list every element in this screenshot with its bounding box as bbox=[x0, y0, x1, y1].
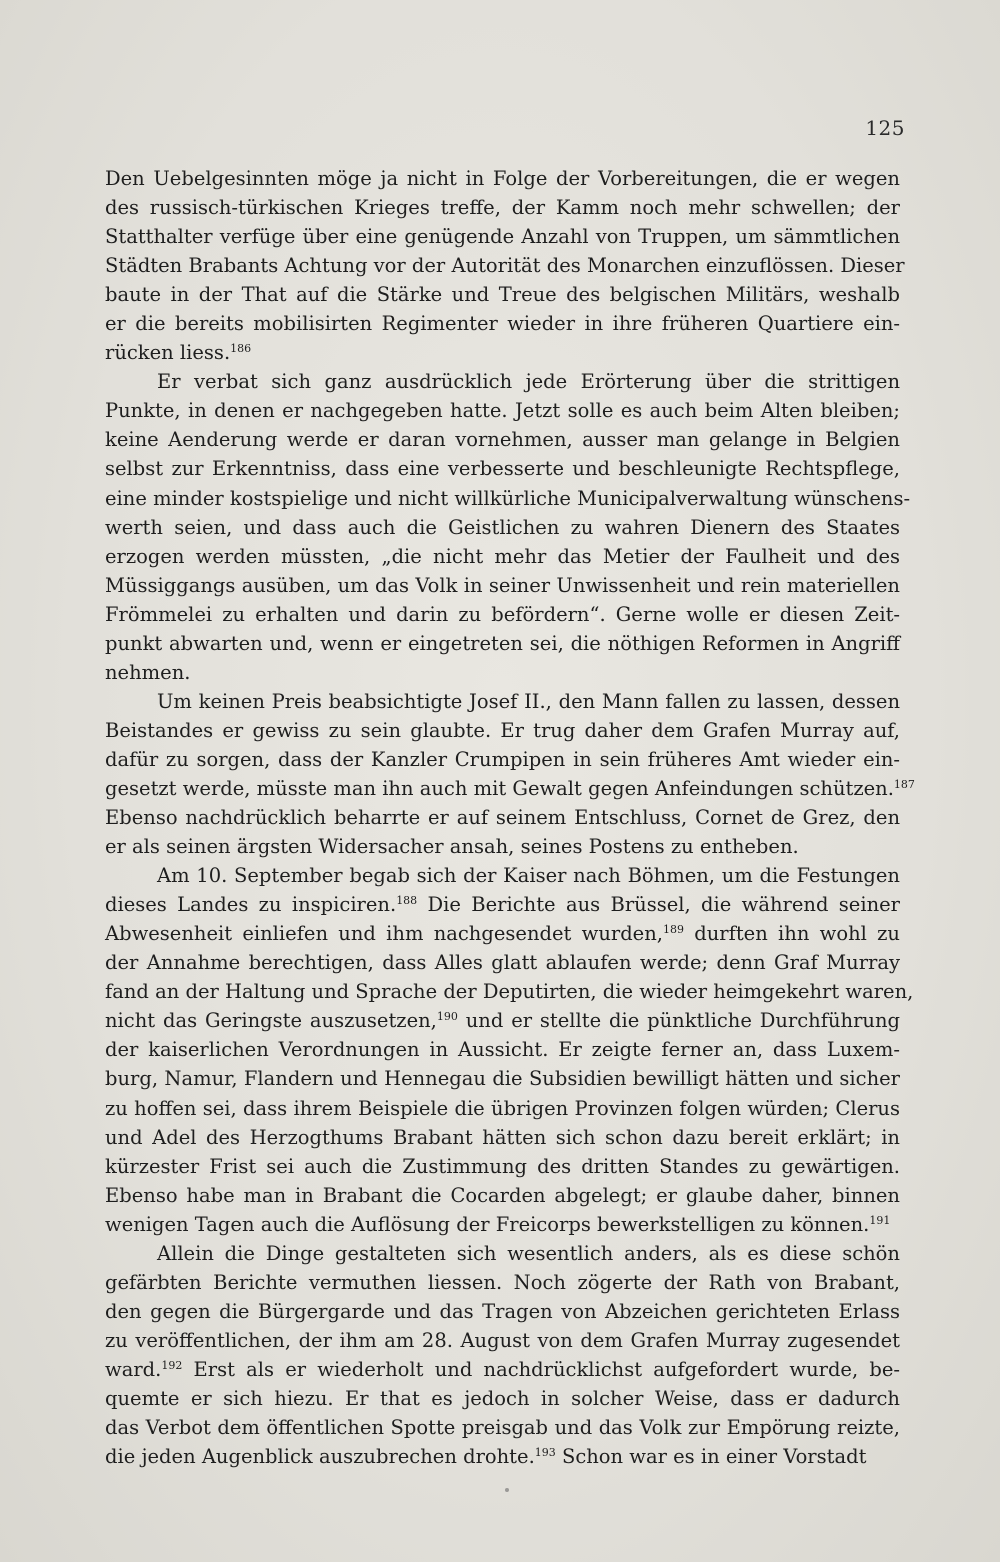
text-line bbox=[105, 919, 900, 948]
line-text: Ebenso habe man in Brabant die Cocarden abgelegt; er glaube daher, binnen bbox=[105, 1183, 900, 1207]
text-line bbox=[105, 1442, 900, 1471]
line-text: den gegen die Bürgergarde und das Tragen von Abzeichen gerichteten Erlass bbox=[105, 1299, 900, 1323]
text-line bbox=[105, 222, 900, 251]
footnote-reference: 189 bbox=[662, 923, 684, 937]
text-line bbox=[105, 164, 900, 193]
line-text: Abwesenheit einliefen und ihm nachgesendet wurden, bbox=[105, 922, 663, 946]
line-text: Er verbat sich ganz ausdrücklich jede Erörterung über die strittigen bbox=[157, 370, 900, 394]
line-text: nicht das Geringste auszusetzen, bbox=[105, 1009, 437, 1033]
text-line bbox=[105, 861, 900, 890]
text-line bbox=[105, 1035, 900, 1064]
text-line bbox=[105, 542, 900, 571]
paragraph bbox=[105, 687, 915, 861]
line-text: des russisch-türkischen Krieges treffe, der Kamm noch mehr schwellen; der bbox=[105, 196, 900, 220]
line-text: rücken liess. bbox=[105, 341, 231, 365]
text-line bbox=[105, 774, 915, 803]
text-line bbox=[105, 338, 900, 367]
line-text: Statthalter verfüge über eine genügende Anzahl von Truppen, um sämmtlichen bbox=[105, 225, 900, 249]
line-text: Frömmelei zu erhalten und darin zu befördern“. Gerne wolle er diesen Zeit- bbox=[105, 602, 900, 626]
paragraph bbox=[105, 1239, 900, 1471]
text-line bbox=[105, 280, 900, 309]
line-text: Allein die Dinge gestalteten sich wesentlich anders, als es diese schön bbox=[157, 1241, 900, 1265]
line-text: werth seien, und dass auch die Geistlichen zu wahren Dienern des Staates bbox=[105, 515, 900, 539]
line-text: durften ihn wohl zu bbox=[683, 922, 900, 946]
footnote-reference: 191 bbox=[869, 1213, 891, 1227]
line-text: ward. bbox=[105, 1357, 162, 1381]
text-line bbox=[105, 1268, 900, 1297]
footnote-reference: 190 bbox=[436, 1010, 458, 1024]
line-text: erzogen werden müssten, „die nicht mehr das Metier der Faulheit und des bbox=[105, 544, 900, 568]
line-text: quemte er sich hiezu. Er that es jedoch in solcher Weise, dass er dadurch bbox=[105, 1386, 900, 1410]
line-text: Den Uebelgesinnten möge ja nicht in Folge der Vorbereitungen, die er wegen bbox=[105, 167, 900, 190]
text-line bbox=[105, 600, 900, 629]
text-line bbox=[105, 1297, 900, 1326]
body-text bbox=[105, 164, 915, 1471]
line-text: fand an der Haltung und Sprache der Deputirten, die wieder heimgekehrt waren, bbox=[105, 980, 914, 1004]
text-line bbox=[105, 251, 905, 280]
text-line bbox=[105, 571, 900, 600]
text-line bbox=[105, 193, 900, 222]
text-line bbox=[105, 454, 900, 483]
text-line bbox=[105, 1094, 900, 1123]
text-line bbox=[105, 1239, 900, 1268]
text-line bbox=[105, 687, 900, 716]
line-text: der Annahme berechtigen, dass Alles glatt ablaufen werde; denn Graf Murray bbox=[105, 951, 900, 975]
text-line bbox=[105, 1181, 900, 1210]
line-text: Die Berichte aus Brüssel, die während seiner bbox=[417, 893, 900, 917]
text-line bbox=[105, 484, 911, 513]
line-text: burg, Namur, Flandern und Hennegau die Subsidien bewilligt hätten und sicher bbox=[105, 1067, 900, 1091]
text-line bbox=[105, 1326, 900, 1355]
line-text: Um keinen Preis beabsichtigte Josef II., den Mann fallen zu lassen, dessen bbox=[157, 689, 900, 713]
text-line bbox=[105, 309, 900, 338]
text-line bbox=[105, 1384, 900, 1413]
text-line bbox=[105, 367, 900, 396]
line-text: dafür zu sorgen, dass der Kanzler Crumpipen in sein früheres Amt wieder ein- bbox=[105, 747, 900, 771]
ink-speck bbox=[505, 1488, 509, 1492]
line-text: nehmen. bbox=[105, 660, 191, 684]
text-line bbox=[105, 425, 900, 454]
footnote-reference: 193 bbox=[534, 1446, 556, 1460]
line-text: Erst als er wiederholt und nachdrücklichst aufgefordert wurde, be- bbox=[182, 1357, 900, 1381]
line-text: er als seinen ärgsten Widersacher ansah, seines Postens zu entheben. bbox=[105, 835, 799, 859]
line-text: Beistandes er gewiss zu sein glaubte. Er trug daher dem Grafen Murray auf, bbox=[105, 718, 900, 742]
text-line bbox=[105, 396, 900, 425]
line-text: Am 10. September begab sich der Kaiser nach Böhmen, um die Festungen bbox=[157, 864, 900, 888]
paragraph bbox=[105, 367, 911, 687]
line-text: Schon war es in einer Vorstadt bbox=[555, 1445, 867, 1469]
text-line bbox=[105, 629, 900, 658]
line-text: das Verbot dem öffentlichen Spotte preisgab und das Volk zur Empörung reizte, bbox=[105, 1416, 900, 1440]
text-line bbox=[105, 977, 914, 1006]
paragraph bbox=[105, 861, 914, 1239]
text-line bbox=[105, 803, 900, 832]
page-number: 125 bbox=[865, 116, 905, 140]
text-line bbox=[105, 1152, 900, 1181]
line-text: selbst zur Erkenntniss, dass eine verbesserte und beschleunigte Rechtspflege, bbox=[105, 457, 900, 481]
line-text: zu veröffentlichen, der ihm am 28. August von dem Grafen Murray zugesendet bbox=[105, 1328, 900, 1352]
text-line bbox=[105, 1006, 900, 1035]
text-line bbox=[105, 948, 900, 977]
line-text: Städten Brabants Achtung vor der Autorität des Monarchen einzuflössen. Dieser bbox=[105, 254, 905, 278]
line-text: die jeden Augenblick auszubrechen drohte. bbox=[105, 1445, 535, 1469]
line-text: er die bereits mobilisirten Regimenter wieder in ihre früheren Quartiere ein- bbox=[105, 312, 900, 336]
text-line bbox=[105, 658, 900, 687]
line-text: und Adel des Herzogthums Brabant hätten sich schon dazu bereit erklärt; in bbox=[105, 1125, 900, 1149]
text-line bbox=[105, 716, 900, 745]
text-line bbox=[105, 513, 900, 542]
line-text: baute in der That auf die Stärke und Treue des belgischen Militärs, weshalb bbox=[105, 283, 900, 307]
line-text: und er stellte die pünktliche Durchführung bbox=[457, 1009, 900, 1033]
line-text: Punkte, in denen er nachgegeben hatte. Jetzt solle es auch beim Alten bleiben; bbox=[105, 399, 900, 423]
line-text: dieses Landes zu inspiciren. bbox=[105, 893, 397, 917]
line-text: zu hoffen sei, dass ihrem Beispiele die übrigen Provinzen folgen würden; Clerus bbox=[105, 1096, 900, 1120]
text-line bbox=[105, 890, 900, 919]
text-line bbox=[105, 1413, 900, 1442]
paragraph bbox=[105, 164, 905, 367]
text-line bbox=[105, 745, 900, 774]
text-line bbox=[105, 1355, 900, 1384]
line-text: eine minder kostspielige und nicht willkürliche Municipalverwaltung wünschens- bbox=[105, 486, 911, 510]
text-line bbox=[105, 832, 900, 861]
line-text: gesetzt werde, müsste man ihn auch mit Gewalt gegen Anfeindungen schützen. bbox=[105, 776, 894, 800]
line-text: Ebenso nachdrücklich beharrte er auf seinem Entschluss, Cornet de Grez, den bbox=[105, 806, 900, 830]
footnote-reference: 188 bbox=[396, 894, 418, 908]
footnote-reference: 186 bbox=[230, 342, 252, 356]
text-line bbox=[105, 1123, 900, 1152]
line-text: keine Aenderung werde er daran vornehmen, ausser man gelange in Belgien bbox=[105, 428, 900, 452]
line-text: kürzester Frist sei auch die Zustimmung des dritten Standes zu gewärtigen. bbox=[105, 1154, 900, 1178]
text-line bbox=[105, 1064, 900, 1093]
footnote-reference: 192 bbox=[161, 1358, 183, 1372]
line-text: punkt abwarten und, wenn er eingetreten sei, die nöthigen Reformen in Angriff bbox=[105, 631, 900, 655]
line-text: der kaiserlichen Verordnungen in Aussicht. Er zeigte ferner an, dass Luxem- bbox=[105, 1038, 900, 1062]
line-text: Müssiggangs ausüben, um das Volk in seiner Unwissenheit und rein materiellen bbox=[105, 573, 900, 597]
line-text: wenigen Tagen auch die Auflösung der Freicorps bewerkstelligen zu können. bbox=[105, 1212, 870, 1236]
line-text: gefärbten Berichte vermuthen liessen. Noch zögerte der Rath von Brabant, bbox=[105, 1270, 900, 1294]
footnote-reference: 187 bbox=[893, 777, 915, 791]
text-line bbox=[105, 1210, 900, 1239]
